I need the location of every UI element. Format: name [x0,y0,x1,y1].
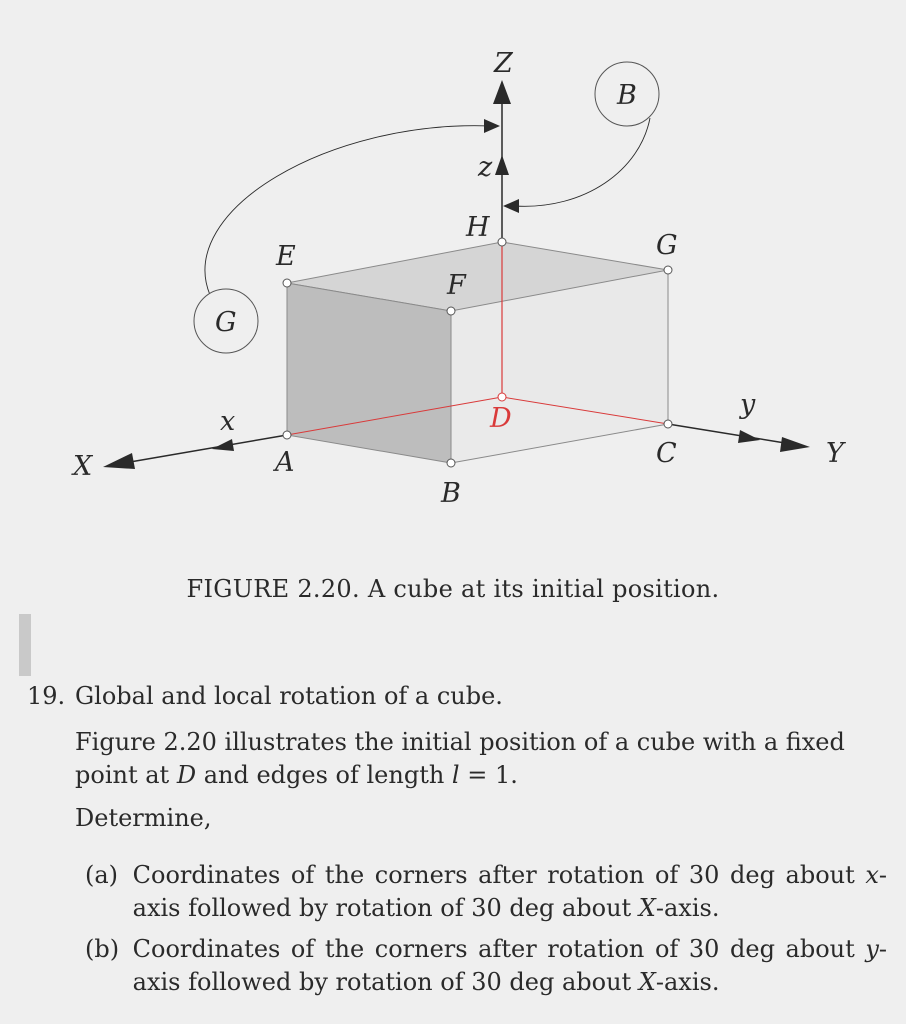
arc-B-to-z [515,118,650,206]
label-C: C [656,438,677,469]
vertex-B [447,459,455,467]
x-axis-arrow-icon [103,453,135,469]
vertex-E [283,279,291,287]
item-text: Coordinates of the corners after rotation of 30 deg about x-axis followed by rotation of 30 deg about X-axis. [132,861,887,922]
label-E: E [276,241,296,272]
label-y: y [740,389,756,420]
item-tag: (b) [85,935,120,963]
label-z: z [478,152,493,183]
label-B: B [441,478,461,509]
label-X: X [73,451,93,482]
label-G: G [656,230,678,261]
z-local-arrow-icon [495,155,509,175]
margin-bar [19,614,31,676]
y-axis-arrow-icon [780,437,810,452]
problem-19 [27,680,887,996]
problem-description: Figure 2.20 illustrates the initial position of a cube with a fixed point at D and edges of length l = 1. [75,728,845,789]
problem-body [75,726,887,1007]
vertex-G [664,266,672,274]
arc-G-arrow-icon [484,119,500,133]
problem-items [75,859,887,999]
arc-B-arrow-icon [503,199,519,213]
item-text: Coordinates of the corners after rotation of 30 deg about y-axis followed by rotation of 30 deg about X-axis. [132,935,887,996]
vertex-D [498,393,506,401]
problem-number: 19. [27,682,66,710]
z-axis-arrow-icon [493,80,511,104]
label-A: A [275,447,295,478]
y-local-arrow-icon [738,430,760,443]
label-D: D [490,403,512,434]
x-local-arrow-icon [212,439,234,451]
list-item [75,859,887,925]
label-F: F [447,270,466,301]
label-Z: Z [494,48,513,79]
vertex-H [498,238,506,246]
x-axis [130,435,287,462]
vertex-C [664,420,672,428]
figure-caption: FIGURE 2.20. A cube at its initial position. [186,575,720,603]
label-Y: Y [826,438,844,469]
vertex-A [283,431,291,439]
problem-title: Global and local rotation of a cube. [75,682,503,710]
label-H: H [466,212,490,243]
list-item [75,933,887,999]
circle-label-G: G [215,307,237,338]
determine-text: Determine, [75,804,212,832]
circle-label-B: B [617,80,637,111]
item-tag: (a) [85,861,119,889]
y-axis [668,424,785,443]
face-left [287,283,451,463]
label-x: x [220,406,236,437]
vertex-F [447,307,455,315]
